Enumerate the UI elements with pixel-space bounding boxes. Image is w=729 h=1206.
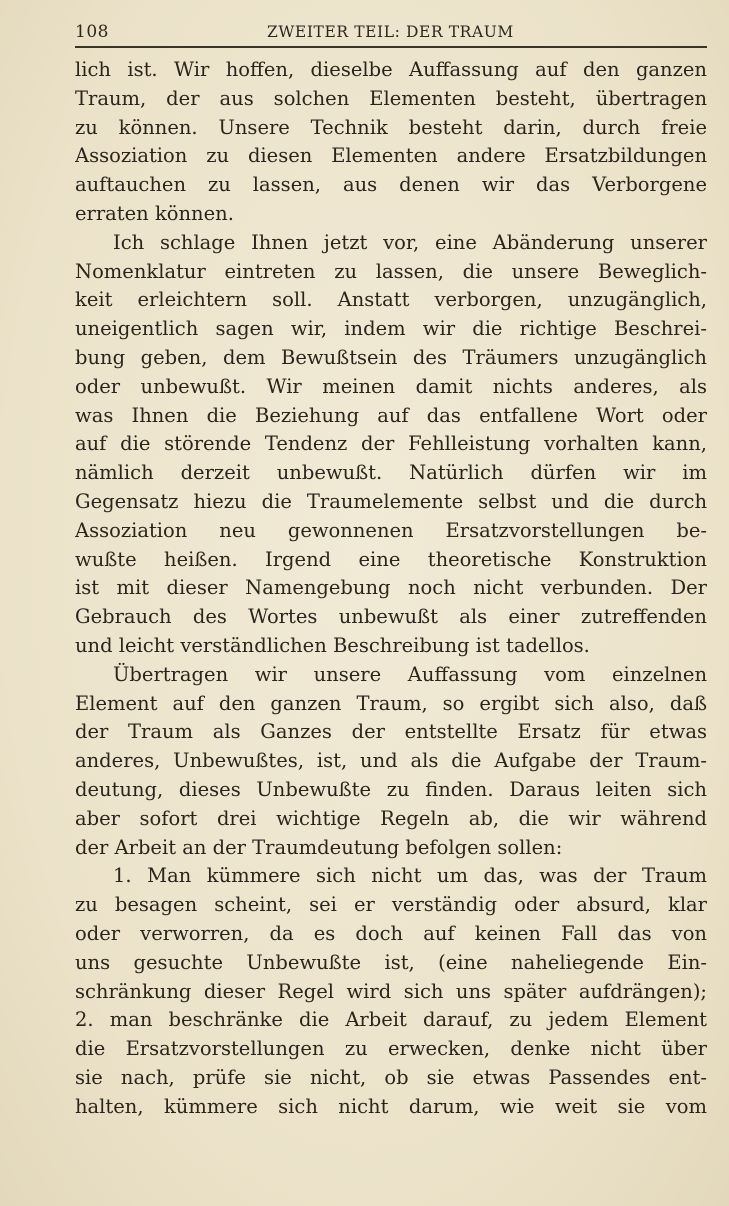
text-line: 2. man beschränke die Arbeit darauf, zu jedem Element (75, 1008, 707, 1032)
text-line: deutung, dieses Unbewußte zu finden. Daraus leiten sich (75, 777, 707, 801)
text-line: Traum, der aus solchen Elementen besteht, übertragen (75, 86, 707, 110)
text-line: Gegensatz hiezu die Traumelemente selbst und die durch (75, 489, 707, 513)
text-line: Assoziation neu gewonnenen Ersatzvorstellungen be- (75, 518, 707, 542)
text-line: und leicht verständlichen Beschreibung ist tadellos. (75, 633, 590, 657)
text-line: Ich schlage Ihnen jetzt vor, eine Abänderung unserer (113, 230, 707, 254)
text-line: zu besagen scheint, sei er verständig oder absurd, klar (75, 893, 707, 917)
text-line: Element auf den ganzen Traum, so ergibt sich also, daß (75, 691, 707, 715)
running-title: ZWEITER TEIL: DER TRAUM (267, 23, 514, 41)
text-line: die Ersatzvorstellungen zu erwecken, denke nicht über (75, 1037, 707, 1061)
text-line: Assoziation zu diesen Elementen andere Ersatzbildungen (75, 144, 707, 168)
text-line: uneigentlich sagen wir, indem wir die richtige Beschrei- (75, 317, 707, 341)
text-line: erraten können. (75, 201, 234, 225)
text-line: anderes, Unbewußtes, ist, und als die Aufgabe der Traum- (75, 749, 707, 773)
text-line: oder unbewußt. Wir meinen damit nichts anderes, als (75, 374, 707, 398)
text-line: lich ist. Wir hoffen, dieselbe Auffassung auf den ganzen (75, 58, 707, 81)
page-header (75, 20, 707, 48)
text-line: halten, kümmere sich nicht darum, wie weit sie vom (75, 1094, 707, 1118)
text-line: schränkung dieser Regel wird sich uns später aufdrängen); (75, 979, 707, 1003)
text-line: zu können. Unsere Technik besteht darin, durch freie (75, 115, 707, 139)
text-line: nämlich derzeit unbewußt. Natürlich dürfen wir im (75, 461, 707, 485)
text-line: sie nach, prüfe sie nicht, ob sie etwas Passendes ent- (75, 1065, 707, 1089)
text-line: Gebrauch des Wortes unbewußt als einer zutreffenden (75, 605, 707, 629)
text-line: wußte heißen. Irgend eine theoretische Konstruktion (75, 547, 707, 571)
body-text (75, 56, 707, 1121)
text-line: auftauchen zu lassen, aus denen wir das Verborgene (75, 173, 707, 197)
text-line: ist mit dieser Namengebung noch nicht verbunden. Der (75, 576, 707, 600)
text-line: Übertragen wir unsere Auffassung vom einzelnen (113, 662, 707, 686)
page-number: 108 (75, 22, 109, 42)
text-line: bung geben, dem Bewußtsein des Träumers unzugänglich (75, 345, 707, 369)
text-line: aber sofort drei wichtige Regeln ab, die wir während (75, 806, 707, 830)
text-line: der Arbeit an der Traumdeutung befolgen sollen: (75, 835, 563, 859)
text-line: auf die störende Tendenz der Fehlleistung vorhalten kann, (75, 432, 707, 456)
text-line: 1. Man kümmere sich nicht um das, was der Traum (113, 864, 707, 888)
text-line: keit erleichtern soll. Anstatt verborgen, unzugänglich, (75, 288, 707, 312)
text-line: der Traum als Ganzes der entstellte Ersatz für etwas (75, 720, 707, 744)
text-line: uns gesuchte Unbewußte ist, (eine naheliegende Ein- (75, 950, 707, 974)
text-line: oder verworren, da es doch auf keinen Fall das von (75, 921, 707, 945)
text-line: was Ihnen die Beziehung auf das entfallene Wort oder (75, 403, 707, 427)
text-line: Nomenklatur eintreten zu lassen, die unsere Beweglich- (75, 259, 707, 283)
